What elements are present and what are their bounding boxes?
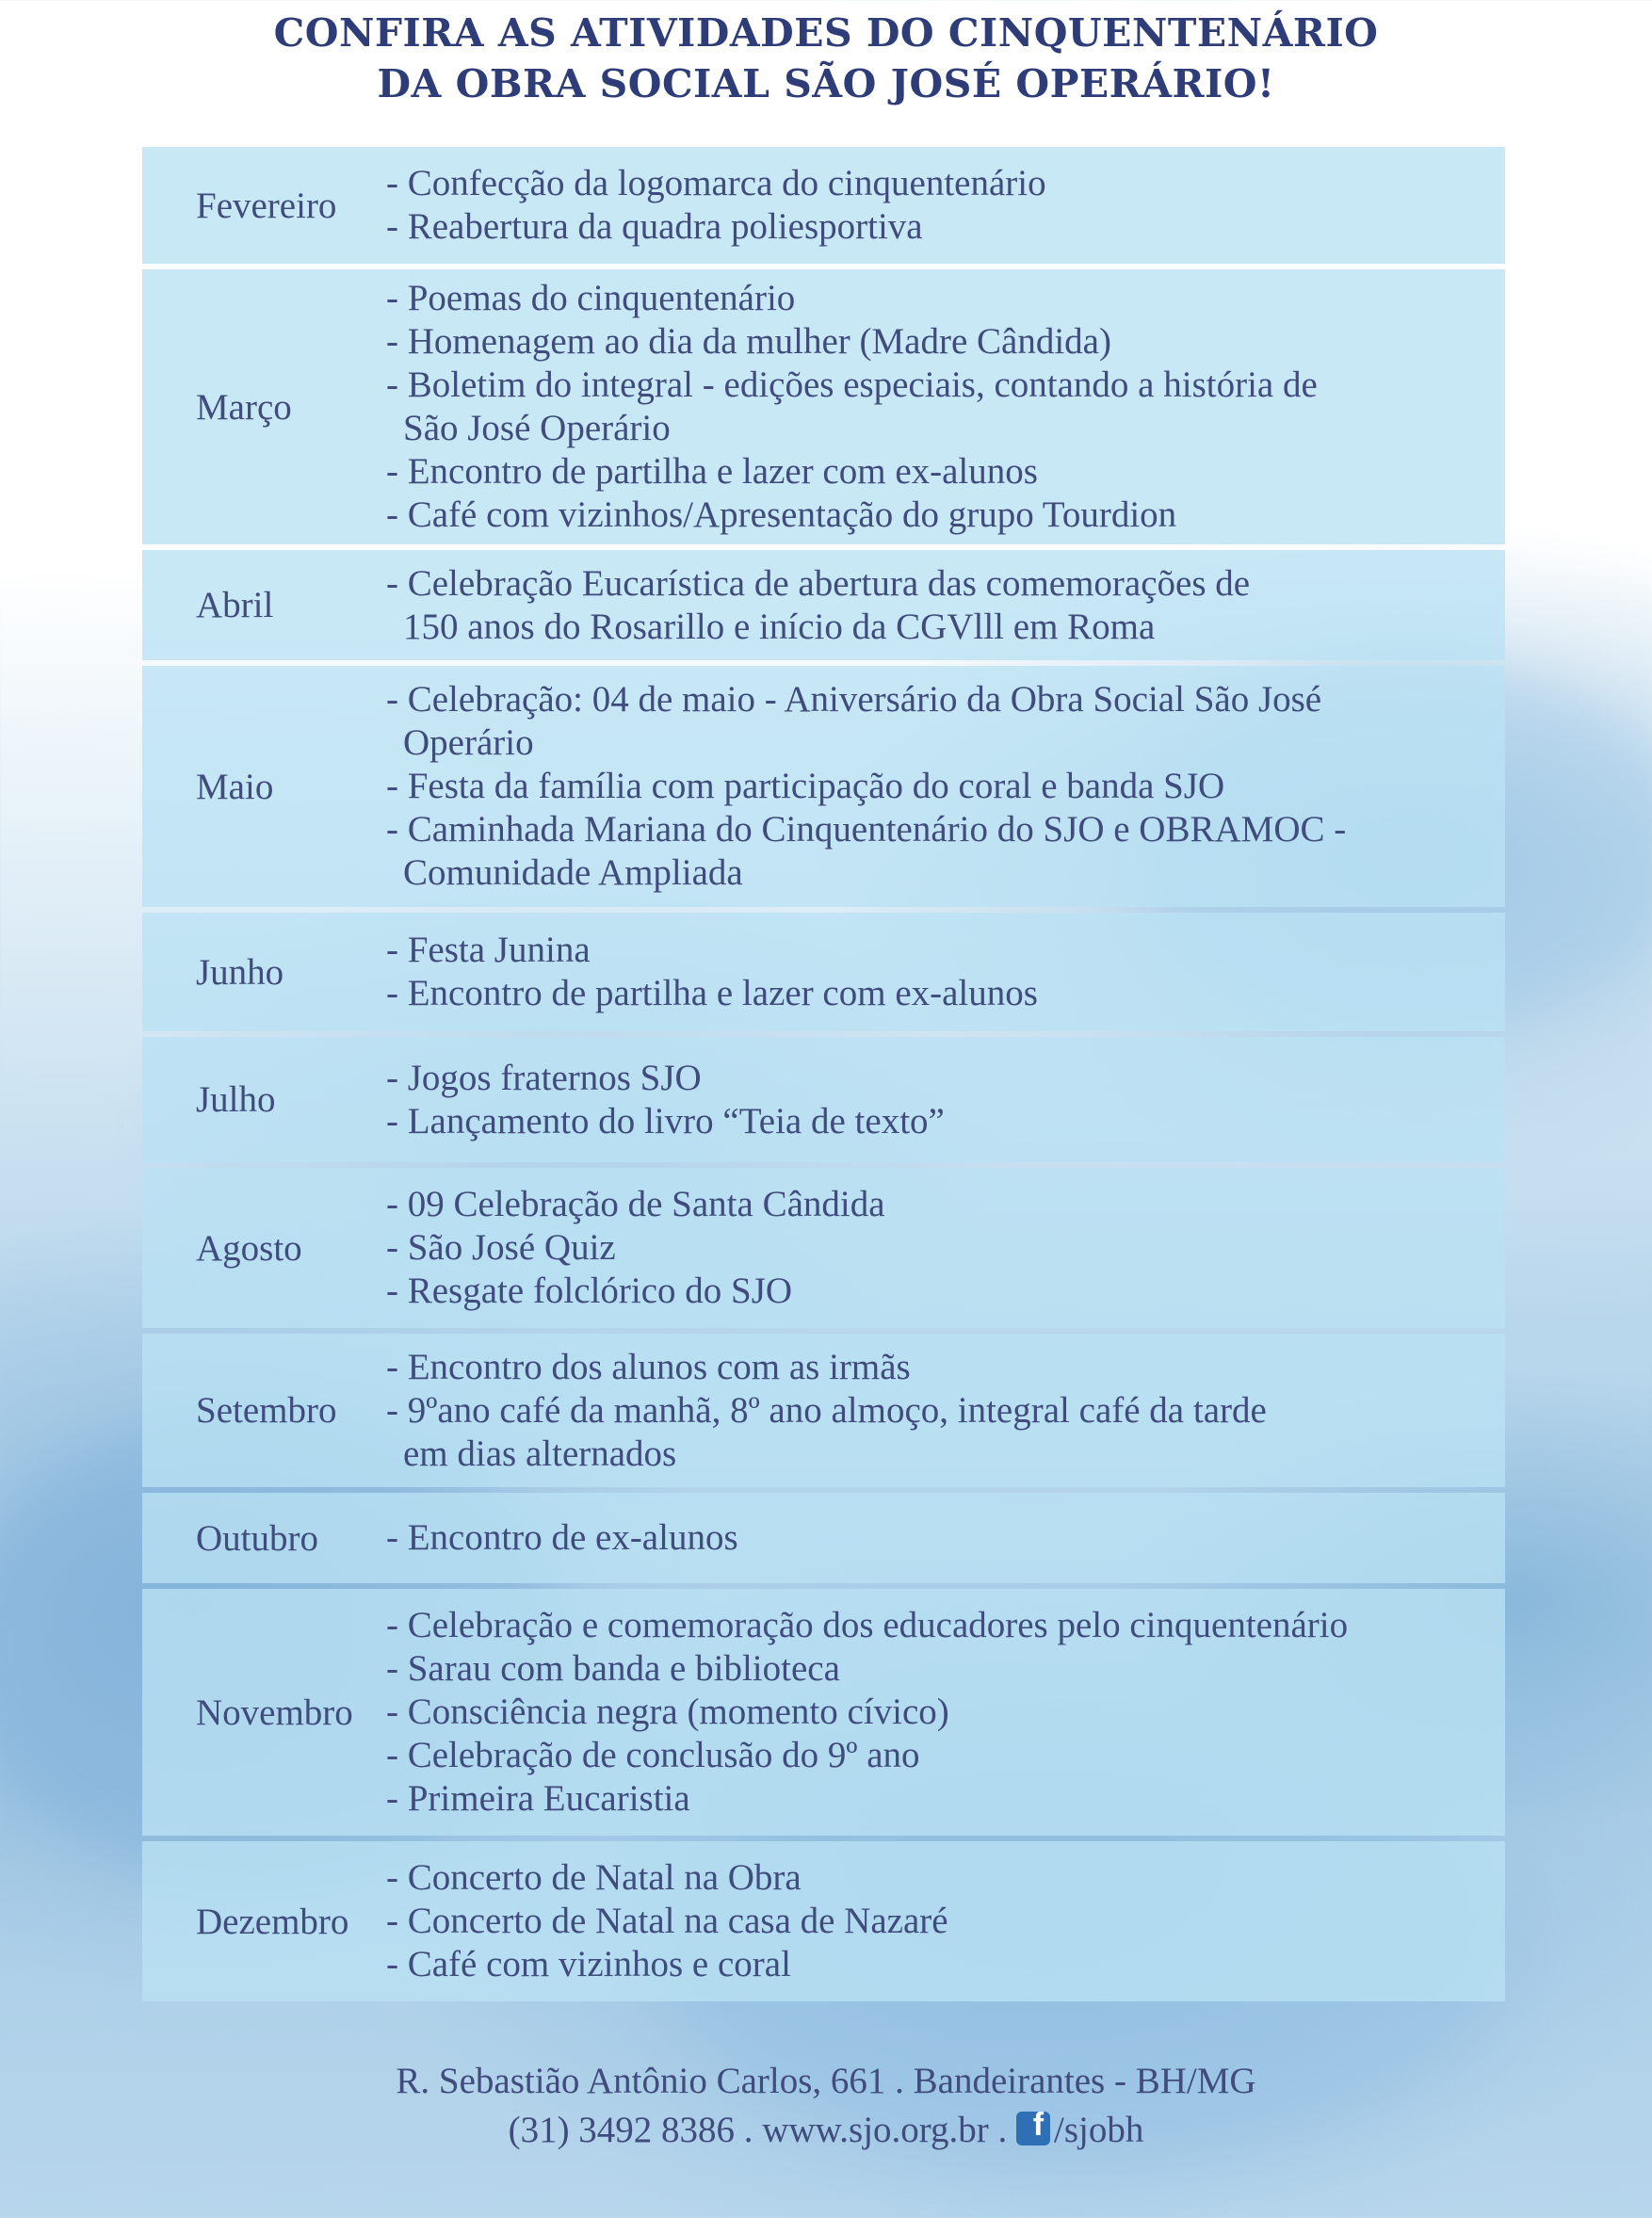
activity-item: - Festa da família com participação do coral e banda SJO [386,766,1225,806]
activity-item: - Consciência negra (momento cívico) [386,1692,949,1732]
activity-item: - Concerto de Natal na casa de Nazaré [386,1901,948,1941]
month-label: Fevereiro [196,185,337,226]
page-header [0,8,1652,109]
activity-item: - Resgate folclórico do SJO [386,1271,793,1311]
activity-list [382,1057,1505,1143]
month-label: Outubro [196,1517,318,1559]
activity-item: - Encontro de partilha e lazer com ex-alunos [386,973,1038,1013]
activity-list [382,1516,1505,1560]
schedule-row-outubro [142,1493,1505,1583]
schedule-row-junho [142,913,1505,1031]
activity-item-continuation: São José Operário [403,408,671,448]
month-label: Abril [196,585,274,625]
month-label: Maio [196,766,274,807]
activity-item: - Sarau com banda e biblioteca [386,1648,840,1689]
activity-item: - Boletim do integral - edições especiais, contando a história de [386,364,1318,405]
activity-item-continuation: 150 anos do Rosarillo e início da CGVlll em Roma [403,606,1156,647]
activity-item: - 9ºano café da manhã, 8º ano almoço, integral café da tarde [386,1389,1267,1431]
month-label: Março [196,386,292,428]
activity-item: - Poemas do cinquentenário [386,278,796,318]
activity-item: - Café com vizinhos/Apresentação do grupo Tourdion [386,494,1177,535]
footer-contact-line [0,2106,1652,2155]
schedule-row-agosto [142,1168,1505,1328]
activity-item: - Café com vizinhos e coral [386,1944,791,1984]
activity-item: - Caminhada Mariana do Cinquentenário do SJO e OBRAMOC - [386,809,1347,850]
activity-list [382,1604,1505,1821]
activity-item: - Encontro dos alunos com as irmãs [386,1346,911,1387]
schedule-row-abril [142,550,1505,660]
page-footer [0,2057,1652,2155]
footer-address: R. Sebastião Antônio Carlos, 661 . Bandeirantes - BH/MG [396,2061,1256,2101]
schedule-row-julho [142,1037,1505,1162]
activities-table [142,147,1505,2007]
facebook-icon [1016,2112,1050,2145]
month-label: Junho [196,951,284,993]
activity-list [382,678,1505,895]
month-label: Setembro [196,1390,337,1431]
activity-item: - Primeira Eucaristia [386,1778,690,1819]
activity-item: - Encontro de partilha e lazer com ex-alunos [386,451,1038,492]
footer-social-handle: /sjobh [1054,2110,1144,2150]
activity-item: - Confecção da logomarca do cinquentenário [386,163,1046,203]
month-label: Agosto [196,1227,302,1269]
activity-item: - Festa Junina [386,930,591,970]
month-label: Novembro [196,1692,353,1733]
activity-item: - Reabertura da quadra poliesportiva [386,206,923,247]
activity-item: - 09 Celebração de Santa Cândida [386,1184,885,1224]
footer-contact: (31) 3492 8386 . www.sjo.org.br . [508,2110,1008,2150]
schedule-row-dezembro [142,1841,1505,2001]
activity-list [382,277,1505,537]
activity-item: - Celebração e comemoração dos educadores pelo cinquentenário [386,1605,1349,1645]
activity-item: - Lançamento do livro “Teia de texto” [386,1100,945,1141]
activity-item-continuation: em dias alternados [403,1433,677,1474]
schedule-row-maio [142,666,1505,907]
header-title-line-2: DA OBRA SOCIAL SÃO JOSÉ OPERÁRIO! [377,61,1275,106]
month-label: Dezembro [196,1901,349,1942]
activity-item: - Jogos fraternos SJO [386,1057,702,1098]
schedule-row-novembro [142,1589,1505,1836]
activity-item: - Concerto de Natal na Obra [386,1857,802,1898]
activity-list [382,1346,1505,1476]
activity-list [382,1856,1505,1986]
activity-item: - Encontro de ex-alunos [386,1517,738,1558]
activity-item-continuation: Operário [403,722,534,763]
month-label: Julho [196,1079,276,1120]
activity-list [382,1183,1505,1313]
activity-item: - Celebração Eucarística de abertura das comemorações de [386,562,1251,604]
schedule-row-marco [142,269,1505,544]
activity-list [382,929,1505,1015]
schedule-row-setembro [142,1334,1505,1487]
activity-list [382,162,1505,249]
activity-item: - Celebração de conclusão do 9º ano [386,1735,920,1775]
activity-item: - Homenagem ao dia da mulher (Madre Cândida) [386,321,1111,362]
activity-item: - Celebração: 04 de maio - Aniversário da Obra Social São José [386,679,1322,720]
activity-item-continuation: Comunidade Ampliada [403,852,743,893]
header-title-line-1: CONFIRA AS ATIVIDADES DO CINQUENTENÁRIO [273,10,1379,56]
activity-item: - São José Quiz [386,1227,616,1268]
activity-list [382,562,1505,649]
schedule-row-fevereiro [142,147,1505,264]
